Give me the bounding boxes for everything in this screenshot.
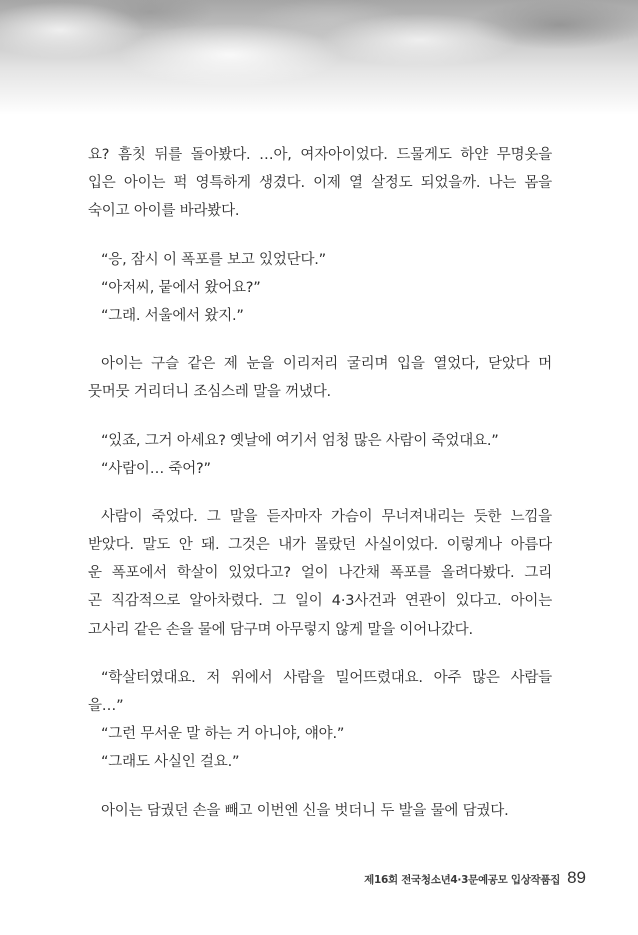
text-line: “있죠, 그거 아세요? 옛날에 여기서 엄청 많은 사람이 죽었대요.”: [101, 432, 499, 449]
paragraph: [88, 797, 552, 825]
text-line: 입은 아이는 퍽 영특하게 생겼다. 이제 열 살정도 되었을까. 나는 몸을: [88, 175, 552, 192]
page-footer: [364, 868, 586, 888]
text-line: “그런 무서운 말 하는 거 아니야, 얘야.”: [101, 726, 345, 743]
text-block: [88, 797, 552, 825]
cloud-header-image: [0, 0, 638, 115]
text-line: 사람이 죽었다. 그 말을 듣자마자 가슴이 무너져내리는 듯한 느낌을: [101, 508, 552, 525]
text-block: [88, 246, 552, 331]
paragraph: [88, 350, 552, 406]
book-title: 제16회 전국청소년4·3문예공모 입상작품집: [364, 874, 561, 886]
text-line: 운 폭포에서 학살이 있었다고? 얼이 나간채 폭포를 올려다봤다. 그리: [88, 565, 552, 582]
text-block: [88, 350, 552, 406]
text-line: “응, 잠시 이 폭포를 보고 있었단다.”: [101, 251, 326, 268]
text-line: “그래도 사실인 걸요.”: [101, 754, 240, 771]
text-block: [88, 141, 552, 226]
text-line: 숙이고 아이를 바라봤다.: [88, 203, 240, 220]
text-line: 고사리 같은 손을 물에 담구며 아무렇지 않게 말을 이어나갔다.: [88, 621, 473, 638]
paragraph: [88, 141, 552, 226]
paragraph: [88, 246, 552, 274]
text-line: “사람이… 죽어?”: [101, 460, 211, 477]
paragraph: [88, 274, 552, 302]
paragraph: [88, 664, 552, 720]
text-line: 아이는 담궜던 손을 빼고 이번엔 신을 벗더니 두 발을 물에 담궜다.: [101, 802, 509, 819]
paragraph: [88, 427, 552, 455]
text-line: 뭇머뭇 거리더니 조심스레 말을 꺼냈다.: [88, 384, 331, 401]
body-text: [88, 141, 552, 825]
text-line: “그래. 서울에서 왔지.”: [101, 307, 244, 324]
text-line: “학살터였대요. 저 위에서 사람을 밀어뜨렸대요. 아주 많은 사람들: [101, 669, 552, 686]
paragraph: [88, 302, 552, 330]
text-line: 곤 직감적으로 알아차렸다. 그 일이 4·3사건과 연관이 있다고. 아이는: [88, 593, 552, 610]
paragraph: [88, 720, 552, 748]
text-block: [88, 427, 552, 483]
paragraph: [88, 455, 552, 483]
text-line: 을…”: [88, 698, 124, 714]
text-line: “아저씨, 뭍에서 왔어요?”: [101, 279, 261, 296]
text-line: 아이는 구슬 같은 제 눈을 이리저리 굴리며 입을 열었다, 닫았다 머: [101, 356, 552, 373]
text-line: 받았다. 말도 안 돼. 그것은 내가 몰랐던 사실이었다. 이렇게나 아름다: [88, 537, 552, 554]
text-line: 요? 흠칫 뒤를 돌아봤다. …아, 여자아이었다. 드물게도 하얀 무명옷을: [88, 147, 552, 163]
text-block: [88, 664, 552, 777]
paragraph: [88, 503, 552, 644]
page-number: 89: [567, 868, 586, 887]
paragraph: [88, 748, 552, 776]
text-block: [88, 503, 552, 644]
